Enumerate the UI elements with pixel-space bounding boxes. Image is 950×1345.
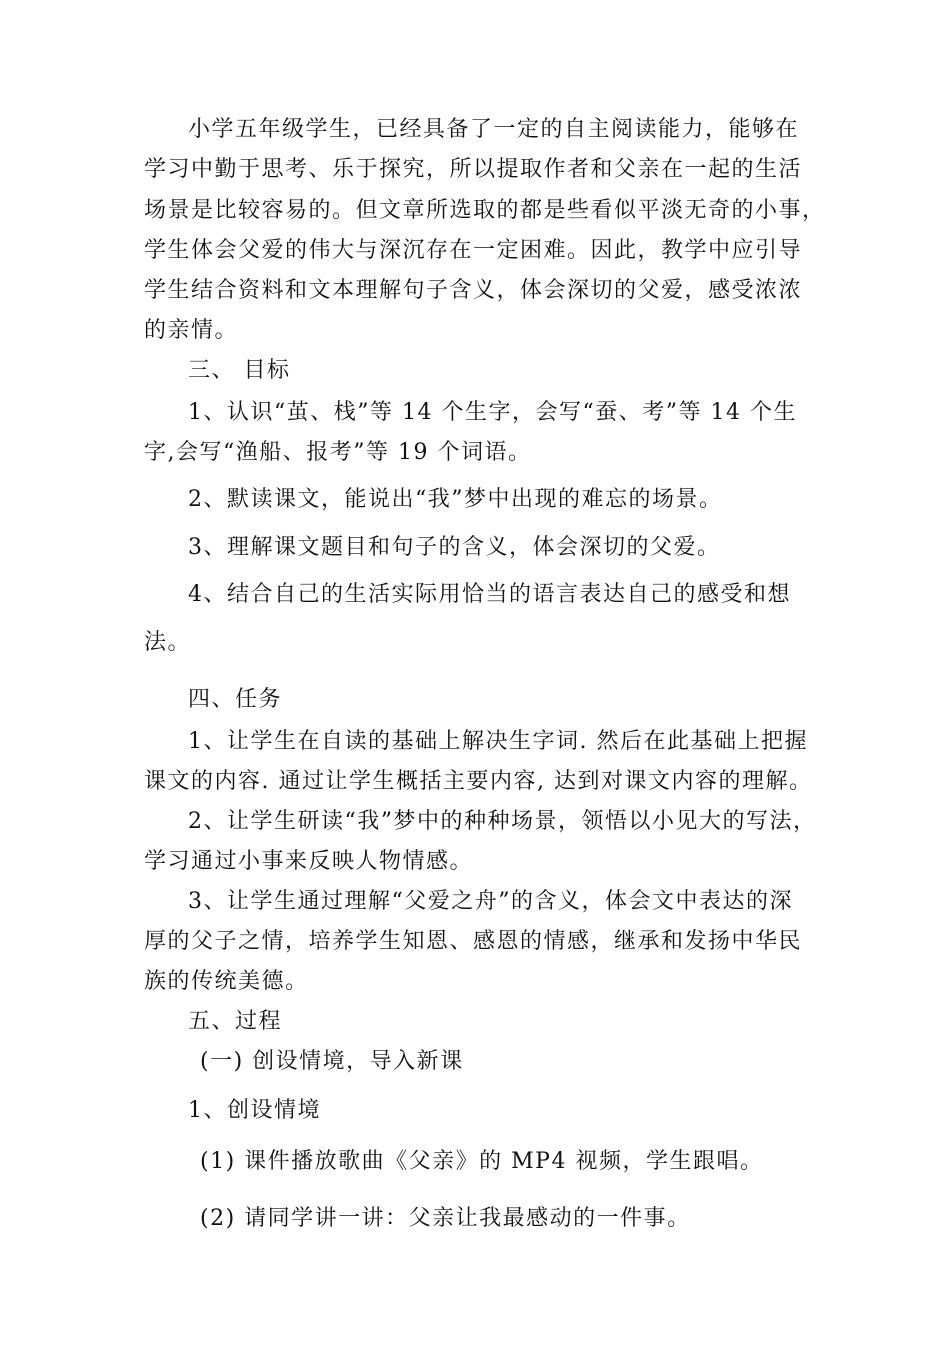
goals-heading: 三、 目标	[188, 358, 291, 383]
intro-line-4: 学生体会父爱的伟大与深沉存在一定困难。因此，教学中应引导	[144, 238, 803, 263]
tasks-heading: 四、任务	[188, 687, 283, 712]
process-step-1-b: (2) 请同学讲一讲：父亲让我最感动的一件事。	[200, 1206, 691, 1231]
process-subheading: (一) 创设情境，导入新课	[200, 1049, 464, 1074]
intro-line-3: 场景是比较容易的。但文章所选取的都是些看似平淡无奇的小事，	[144, 198, 826, 223]
process-step-1-a: (1) 课件播放歌曲《父亲》的 MP4 视频，学生跟唱。	[200, 1149, 764, 1174]
task-1-line-2: 课文的内容. 通过让学生概括主要内容, 达到对课文内容的理解。	[144, 769, 813, 794]
process-heading: 五、过程	[188, 1009, 283, 1034]
intro-line-5: 学生结合资料和文本理解句子含义，体会深切的父爱，感受浓浓	[144, 278, 803, 303]
intro-line-2: 学习中勤于思考、乐于探究，所以提取作者和父亲在一起的生活	[144, 157, 803, 182]
intro-line-6: 的亲情。	[144, 318, 239, 343]
task-1-line-1: 1、让学生在自读的基础上解决生字词. 然后在此基础上把握	[188, 729, 808, 754]
goal-1-line-1: 1、认识“茧、栈”等 14 个生字，会写“蚕、考”等 14 个生	[188, 400, 797, 425]
task-3-line-2: 厚的父子之情，培养学生知恩、感恩的情感，继承和发扬中华民	[144, 929, 803, 954]
task-2-line-1: 2、让学生研读“我”梦中的种种场景，领悟以小见大的写法，	[188, 809, 817, 834]
process-step-1: 1、创设情境	[188, 1098, 321, 1123]
goal-4-line-2: 法。	[144, 630, 192, 655]
task-2-line-2: 学习通过小事来反映人物情感。	[144, 849, 474, 874]
intro-line-1: 小学五年级学生，已经具备了一定的自主阅读能力，能够在	[188, 117, 800, 142]
goal-2: 2、默读课文，能说出“我”梦中出现的难忘的场景。	[188, 487, 723, 512]
goal-1-line-2: 字,会写“渔船、报考”等 19 个词语。	[144, 440, 532, 465]
goal-4-line-1: 4、结合自己的生活实际用恰当的语言表达自己的感受和想	[188, 582, 791, 607]
task-3-line-1: 3、让学生通过理解“父爱之舟”的含义，体会文中表达的深	[188, 889, 793, 914]
task-3-line-3: 族的传统美德。	[144, 969, 309, 994]
goal-3: 3、理解课文题目和句子的含义，体会深切的父爱。	[188, 535, 721, 560]
